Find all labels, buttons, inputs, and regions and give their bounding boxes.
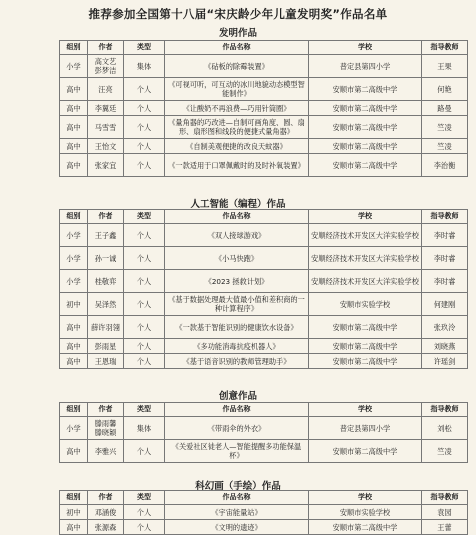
cell-type: 个人 bbox=[124, 339, 165, 354]
table-row bbox=[60, 154, 468, 177]
cell-name: 《小马快跑》 bbox=[165, 247, 309, 270]
cell-type: 个人 bbox=[124, 116, 165, 139]
cell-type: 个人 bbox=[124, 354, 165, 369]
header-teacher: 指导教师 bbox=[422, 41, 468, 55]
cell-group: 小学 bbox=[60, 417, 88, 440]
header-name: 作品名称 bbox=[165, 403, 309, 417]
cell-name: 《砧板的除霉装置》 bbox=[165, 55, 309, 78]
cell-school: 安顺经济技术开发区大洋实验学校 bbox=[309, 270, 422, 293]
cell-type: 个人 bbox=[124, 440, 165, 463]
document-title: 推荐参加全国第十八届“宋庆龄少年儿童发明奖”作品名单 bbox=[88, 7, 388, 21]
cell-name: 《关爱社区徒老人—智能提醒多功能保温杯》 bbox=[165, 440, 309, 463]
header-author: 作者 bbox=[88, 491, 124, 505]
header-author: 作者 bbox=[88, 403, 124, 417]
header-school: 学校 bbox=[309, 491, 422, 505]
cell-author: 孙一诚 bbox=[88, 247, 124, 270]
ai-programming-table bbox=[59, 209, 468, 369]
cell-group: 高中 bbox=[60, 101, 88, 116]
table-header-row bbox=[60, 491, 468, 505]
cell-name: 《文明的遗迹》 bbox=[165, 520, 309, 535]
header-teacher: 指导教师 bbox=[422, 210, 468, 224]
cell-teacher: 王果 bbox=[422, 55, 468, 78]
cell-group: 高中 bbox=[60, 116, 88, 139]
cell-teacher: 竺凌 bbox=[422, 440, 468, 463]
cell-teacher: 李时睿 bbox=[422, 224, 468, 247]
cell-type: 个人 bbox=[124, 139, 165, 154]
cell-group: 小学 bbox=[60, 270, 88, 293]
cell-name: 《基于语音识别的教师管理助手》 bbox=[165, 354, 309, 369]
cell-group: 小学 bbox=[60, 55, 88, 78]
header-teacher: 指导教师 bbox=[422, 403, 468, 417]
cell-school: 安顺市第二高级中学 bbox=[309, 154, 422, 177]
header-group: 组别 bbox=[60, 210, 88, 224]
cell-name: 《多功能消毒抗疫机器人》 bbox=[165, 339, 309, 354]
cell-teacher: 何建刚 bbox=[422, 293, 468, 316]
cell-group: 高中 bbox=[60, 78, 88, 101]
table-row bbox=[60, 316, 468, 339]
cell-author: 马雪雪 bbox=[88, 116, 124, 139]
cell-type: 个人 bbox=[124, 247, 165, 270]
cell-teacher: 张玖泠 bbox=[422, 316, 468, 339]
header-group: 组别 bbox=[60, 41, 88, 55]
header-author: 作者 bbox=[88, 41, 124, 55]
cell-school: 安顺市第二高级中学 bbox=[309, 116, 422, 139]
header-type: 类型 bbox=[124, 41, 165, 55]
cell-teacher: 刘松 bbox=[422, 417, 468, 440]
cell-author: 滕雨馨 滕晓颖 bbox=[88, 417, 124, 440]
table-row bbox=[60, 417, 468, 440]
cell-teacher: 刘晓燕 bbox=[422, 339, 468, 354]
cell-name: 《可视可听，可互动的冰川地貌动态模型智能制作》 bbox=[165, 78, 309, 101]
cell-name: 《一款适用于口罩佩戴时的及时补氧装置》 bbox=[165, 154, 309, 177]
table-row bbox=[60, 440, 468, 463]
cell-type: 个人 bbox=[124, 270, 165, 293]
cell-author: 李雅兴 bbox=[88, 440, 124, 463]
cell-group: 高中 bbox=[60, 354, 88, 369]
cell-teacher: 何艳 bbox=[422, 78, 468, 101]
section-title-scifi-drawing: 科幻画（手绘）作品 bbox=[195, 481, 281, 492]
section-title-inventions: 发明作品 bbox=[218, 28, 257, 39]
header-name: 作品名称 bbox=[165, 210, 309, 224]
cell-type: 个人 bbox=[124, 316, 165, 339]
header-type: 类型 bbox=[124, 403, 165, 417]
header-group: 组别 bbox=[60, 491, 88, 505]
cell-author: 薛许羽翎 bbox=[88, 316, 124, 339]
table-header-row bbox=[60, 41, 468, 55]
cell-type: 个人 bbox=[124, 154, 165, 177]
cell-group: 小学 bbox=[60, 224, 88, 247]
cell-type: 集体 bbox=[124, 417, 165, 440]
cell-school: 普定县第四小学 bbox=[309, 417, 422, 440]
cell-school: 普定县第四小学 bbox=[309, 55, 422, 78]
cell-name: 《宇宙能量站》 bbox=[165, 505, 309, 520]
cell-teacher: 李治衡 bbox=[422, 154, 468, 177]
cell-group: 高中 bbox=[60, 154, 88, 177]
table-row bbox=[60, 354, 468, 369]
cell-school: 安顺市第二高级中学 bbox=[309, 139, 422, 154]
table-row bbox=[60, 139, 468, 154]
cell-author: 吴泽然 bbox=[88, 293, 124, 316]
cell-group: 小学 bbox=[60, 247, 88, 270]
cell-group: 高中 bbox=[60, 139, 88, 154]
cell-type: 个人 bbox=[124, 520, 165, 535]
cell-name: 《一款基于智能识别的健康饮水设备》 bbox=[165, 316, 309, 339]
section-title-creative: 创意作品 bbox=[218, 391, 257, 402]
cell-teacher: 王蕾 bbox=[422, 520, 468, 535]
cell-teacher: 袁园 bbox=[422, 505, 468, 520]
section-title-ai-programming: 人工智能（编程）作品 bbox=[190, 199, 286, 210]
cell-name: 《自制美观便捷的改良天蚊器》 bbox=[165, 139, 309, 154]
cell-author: 王恩瑞 bbox=[88, 354, 124, 369]
cell-author: 李翼廷 bbox=[88, 101, 124, 116]
cell-type: 个人 bbox=[124, 224, 165, 247]
cell-group: 高中 bbox=[60, 520, 88, 535]
cell-name: 《带雨伞的外衣》 bbox=[165, 417, 309, 440]
cell-teacher: 许瑶剑 bbox=[422, 354, 468, 369]
cell-author: 邓涵俊 bbox=[88, 505, 124, 520]
cell-school: 安顺市第二高级中学 bbox=[309, 101, 422, 116]
cell-author: 高文艺 彭梦洁 bbox=[88, 55, 124, 78]
cell-school: 安顺市实验学校 bbox=[309, 293, 422, 316]
cell-type: 个人 bbox=[124, 78, 165, 101]
table-header-row bbox=[60, 403, 468, 417]
cell-teacher: 路曼 bbox=[422, 101, 468, 116]
table-row bbox=[60, 116, 468, 139]
table-row bbox=[60, 270, 468, 293]
table-row bbox=[60, 520, 468, 535]
scifi-drawing-table bbox=[59, 490, 468, 535]
cell-author: 张源森 bbox=[88, 520, 124, 535]
header-school: 学校 bbox=[309, 403, 422, 417]
header-type: 类型 bbox=[124, 210, 165, 224]
cell-school: 安顺经济技术开发区大洋实验学校 bbox=[309, 247, 422, 270]
cell-group: 高中 bbox=[60, 316, 88, 339]
cell-name: 《基于数据处理最大值最小值和差积商的一种计算程序》 bbox=[165, 293, 309, 316]
header-name: 作品名称 bbox=[165, 41, 309, 55]
table-row bbox=[60, 293, 468, 316]
cell-school: 安顺市第二高级中学 bbox=[309, 440, 422, 463]
cell-school: 安顺经济技术开发区大洋实验学校 bbox=[309, 224, 422, 247]
cell-type: 集体 bbox=[124, 55, 165, 78]
header-school: 学校 bbox=[309, 210, 422, 224]
cell-group: 初中 bbox=[60, 293, 88, 316]
table-row bbox=[60, 78, 468, 101]
cell-teacher: 李时睿 bbox=[422, 270, 468, 293]
cell-name: 《双人接球游戏》 bbox=[165, 224, 309, 247]
cell-school: 安顺市第二高级中学 bbox=[309, 339, 422, 354]
cell-name: 《2023 拯救计划》 bbox=[165, 270, 309, 293]
cell-school: 安顺市第二高级中学 bbox=[309, 78, 422, 101]
cell-school: 安顺市第二高级中学 bbox=[309, 520, 422, 535]
cell-teacher: 竺凌 bbox=[422, 139, 468, 154]
cell-name: 《量角器的巧改进—自制可画角度、圆、扇形、扇形图和线段的便捷式量角器》 bbox=[165, 116, 309, 139]
header-teacher: 指导教师 bbox=[422, 491, 468, 505]
creative-table bbox=[59, 402, 468, 463]
cell-group: 高中 bbox=[60, 339, 88, 354]
table-row bbox=[60, 505, 468, 520]
cell-author: 王怡文 bbox=[88, 139, 124, 154]
cell-teacher: 竺凌 bbox=[422, 116, 468, 139]
table-row bbox=[60, 339, 468, 354]
cell-teacher: 李时睿 bbox=[422, 247, 468, 270]
header-group: 组别 bbox=[60, 403, 88, 417]
table-row bbox=[60, 224, 468, 247]
cell-author: 汪亮 bbox=[88, 78, 124, 101]
cell-name: 《让酸奶不再浪费—巧用针筒圈》 bbox=[165, 101, 309, 116]
cell-school: 安顺市第二高级中学 bbox=[309, 316, 422, 339]
table-row bbox=[60, 101, 468, 116]
table-row bbox=[60, 247, 468, 270]
header-type: 类型 bbox=[124, 491, 165, 505]
cell-author: 王子鑫 bbox=[88, 224, 124, 247]
cell-type: 个人 bbox=[124, 505, 165, 520]
inventions-table bbox=[59, 40, 468, 177]
header-school: 学校 bbox=[309, 41, 422, 55]
header-author: 作者 bbox=[88, 210, 124, 224]
cell-school: 安顺市实验学校 bbox=[309, 505, 422, 520]
cell-school: 安顺市第二高级中学 bbox=[309, 354, 422, 369]
cell-group: 初中 bbox=[60, 505, 88, 520]
cell-group: 高中 bbox=[60, 440, 88, 463]
cell-author: 张家宜 bbox=[88, 154, 124, 177]
cell-author: 桂敬弈 bbox=[88, 270, 124, 293]
table-header-row bbox=[60, 210, 468, 224]
table-row bbox=[60, 55, 468, 78]
cell-type: 个人 bbox=[124, 293, 165, 316]
cell-author: 彭雨星 bbox=[88, 339, 124, 354]
header-name: 作品名称 bbox=[165, 491, 309, 505]
cell-type: 个人 bbox=[124, 101, 165, 116]
